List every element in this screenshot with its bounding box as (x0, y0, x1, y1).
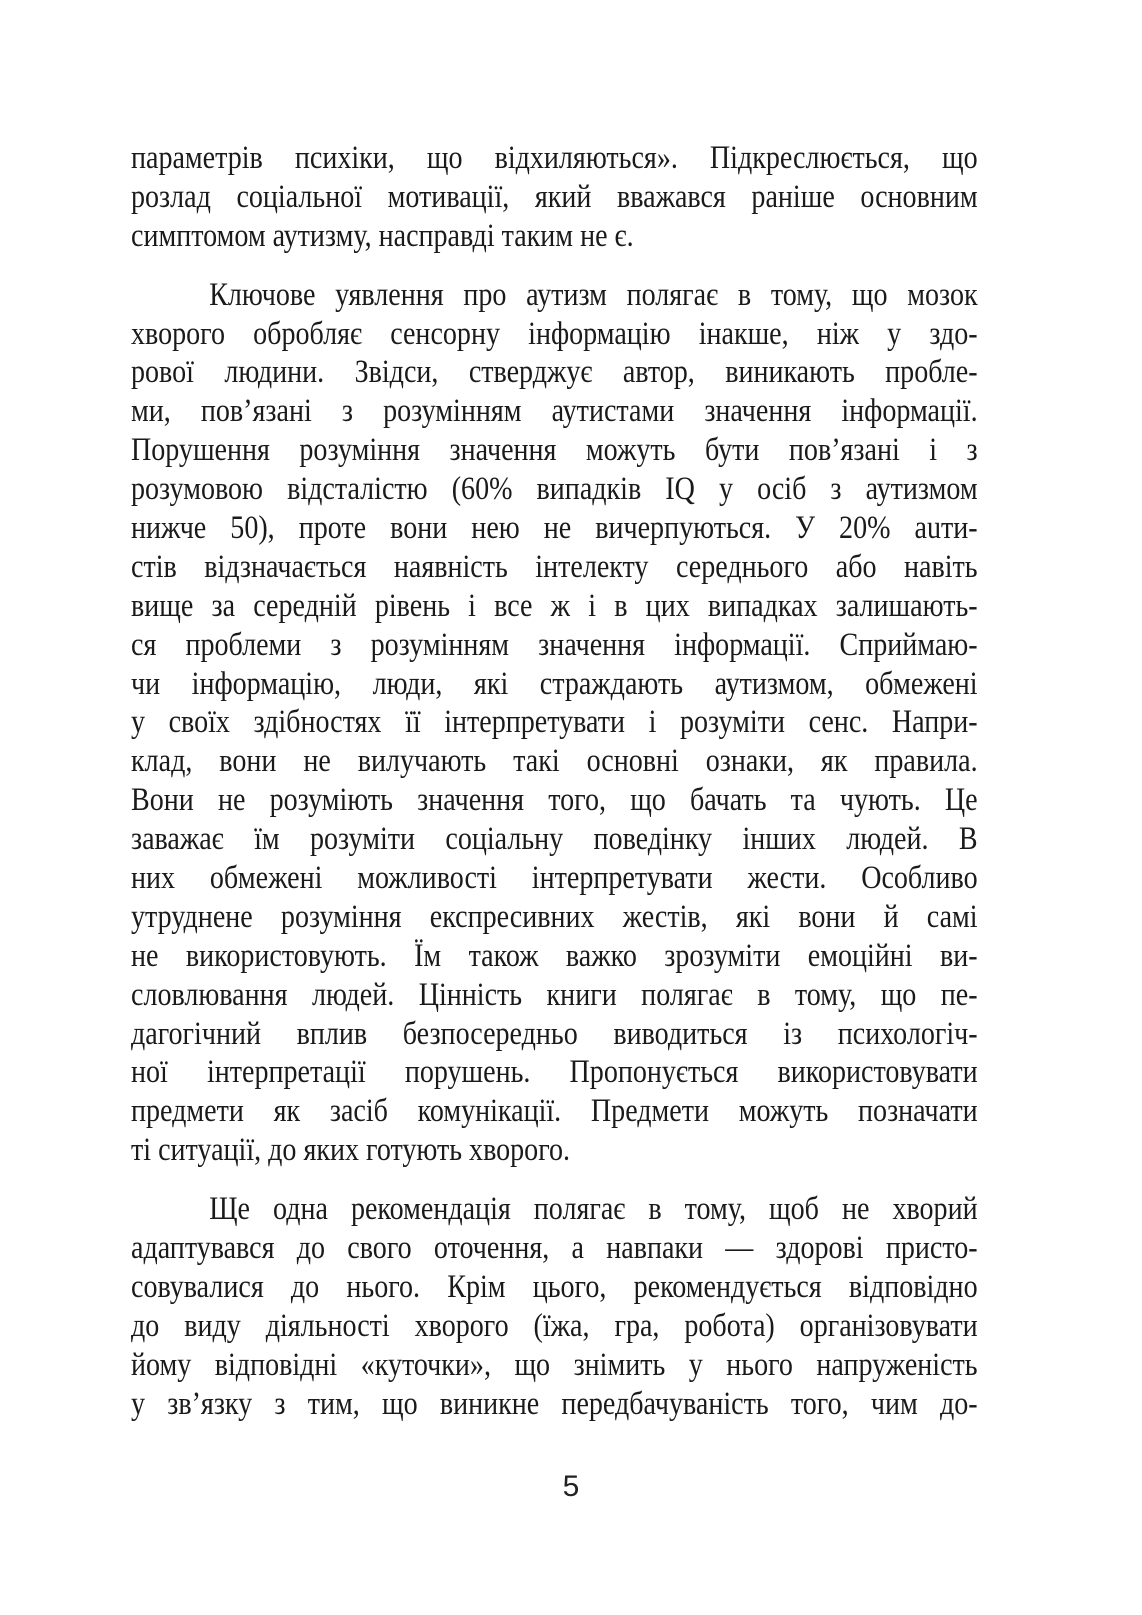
text-line: розлад соціальної мотивації, який вважався раніше основним (131, 178, 978, 215)
text-line: не використовують. Їм також важко зрозуміти емоційні ви- (131, 937, 978, 974)
text-line: чи інформацію, люди, які страждають аутизмом, обмежені (131, 665, 978, 702)
text-line: дагогічний вплив безпосередньо виводиться із психологіч- (131, 1015, 978, 1052)
text-line: Вони не розуміють значення того, що бачать та чують. Це (131, 782, 978, 819)
text-line: адаптувався до свого оточення, а навпаки — здорові присто- (131, 1230, 978, 1267)
text-line: Ключове уявлення про аутизм полягає в тому, що мозок (209, 276, 978, 313)
text-line: них обмежені можливості інтерпретувати жести. Особливо (131, 860, 978, 897)
text-line: стів відзначається наявність інтелекту середнього або навіть (131, 548, 978, 585)
text-line: симптомом аутизму, насправді таким не є. (131, 217, 634, 254)
text-line: ся проблеми з розумінням значення інформації. Сприймаю- (131, 626, 978, 663)
paragraph (131, 1190, 978, 1423)
text-line: ної інтерпретації порушень. Пропонується використовувати (131, 1054, 978, 1091)
text-line: ті ситуації, до яких готують хворого. (131, 1132, 571, 1169)
text-line: предмети як засіб комунікації. Предмети можуть позначати (131, 1093, 978, 1130)
text-line: хворого обробляє сенсорну інформацію інакше, ніж у здо- (131, 315, 978, 352)
text-line: Ще одна рекомендація полягає в тому, щоб не хворий (209, 1191, 978, 1228)
text-line: ми, пов’язані з розумінням аутистами значення інформації. (131, 393, 978, 430)
text-line: заважає їм розуміти соціальну поведінку інших людей. В (131, 821, 978, 858)
text-line: утруднене розуміння експресивних жестів, які вони й самі (131, 898, 978, 935)
text-line: Порушення розуміння значення можуть бути пов’язані і з (131, 432, 978, 469)
text-line: йому відповідні «куточки», що знімить у нього напруженість (131, 1346, 978, 1383)
text-line: рової людини. Звідси, стверджує автор, виникають пробле- (131, 354, 978, 391)
text-line: совувалися до нього. Крім цього, рекомендується відповідно (131, 1268, 978, 1305)
text-line: розумовою відсталістю (60% випадків IQ у осіб з аутизмом (131, 471, 978, 508)
text-line: параметрів психіки, що відхиляються». Підкреслюється, що (131, 140, 978, 176)
text-line: вище за середній рівень і все ж і в цих випадках залишають- (131, 587, 978, 624)
page-number: 5 (562, 1470, 580, 1503)
text-line: словлювання людей. Цінність книги полягає в тому, що пе- (131, 976, 978, 1013)
text-line: у зв’язку з тим, що виникне передбачуваність того, чим до- (131, 1385, 978, 1422)
text-line: до виду діяльності хворого (їжа, гра, робота) організовувати (131, 1307, 978, 1344)
text-line: у своїх здібностях її інтерпретувати і розуміти сенс. Напри- (131, 704, 978, 741)
text-line: клад, вони не вилучають такі основні ознаки, як правила. (131, 743, 978, 780)
paragraph (131, 139, 978, 256)
paragraph (131, 276, 978, 1170)
text-line: нижче 50), проте вони нею не вичерпуються. У 20% auти- (131, 510, 978, 547)
page-body (131, 139, 978, 1444)
